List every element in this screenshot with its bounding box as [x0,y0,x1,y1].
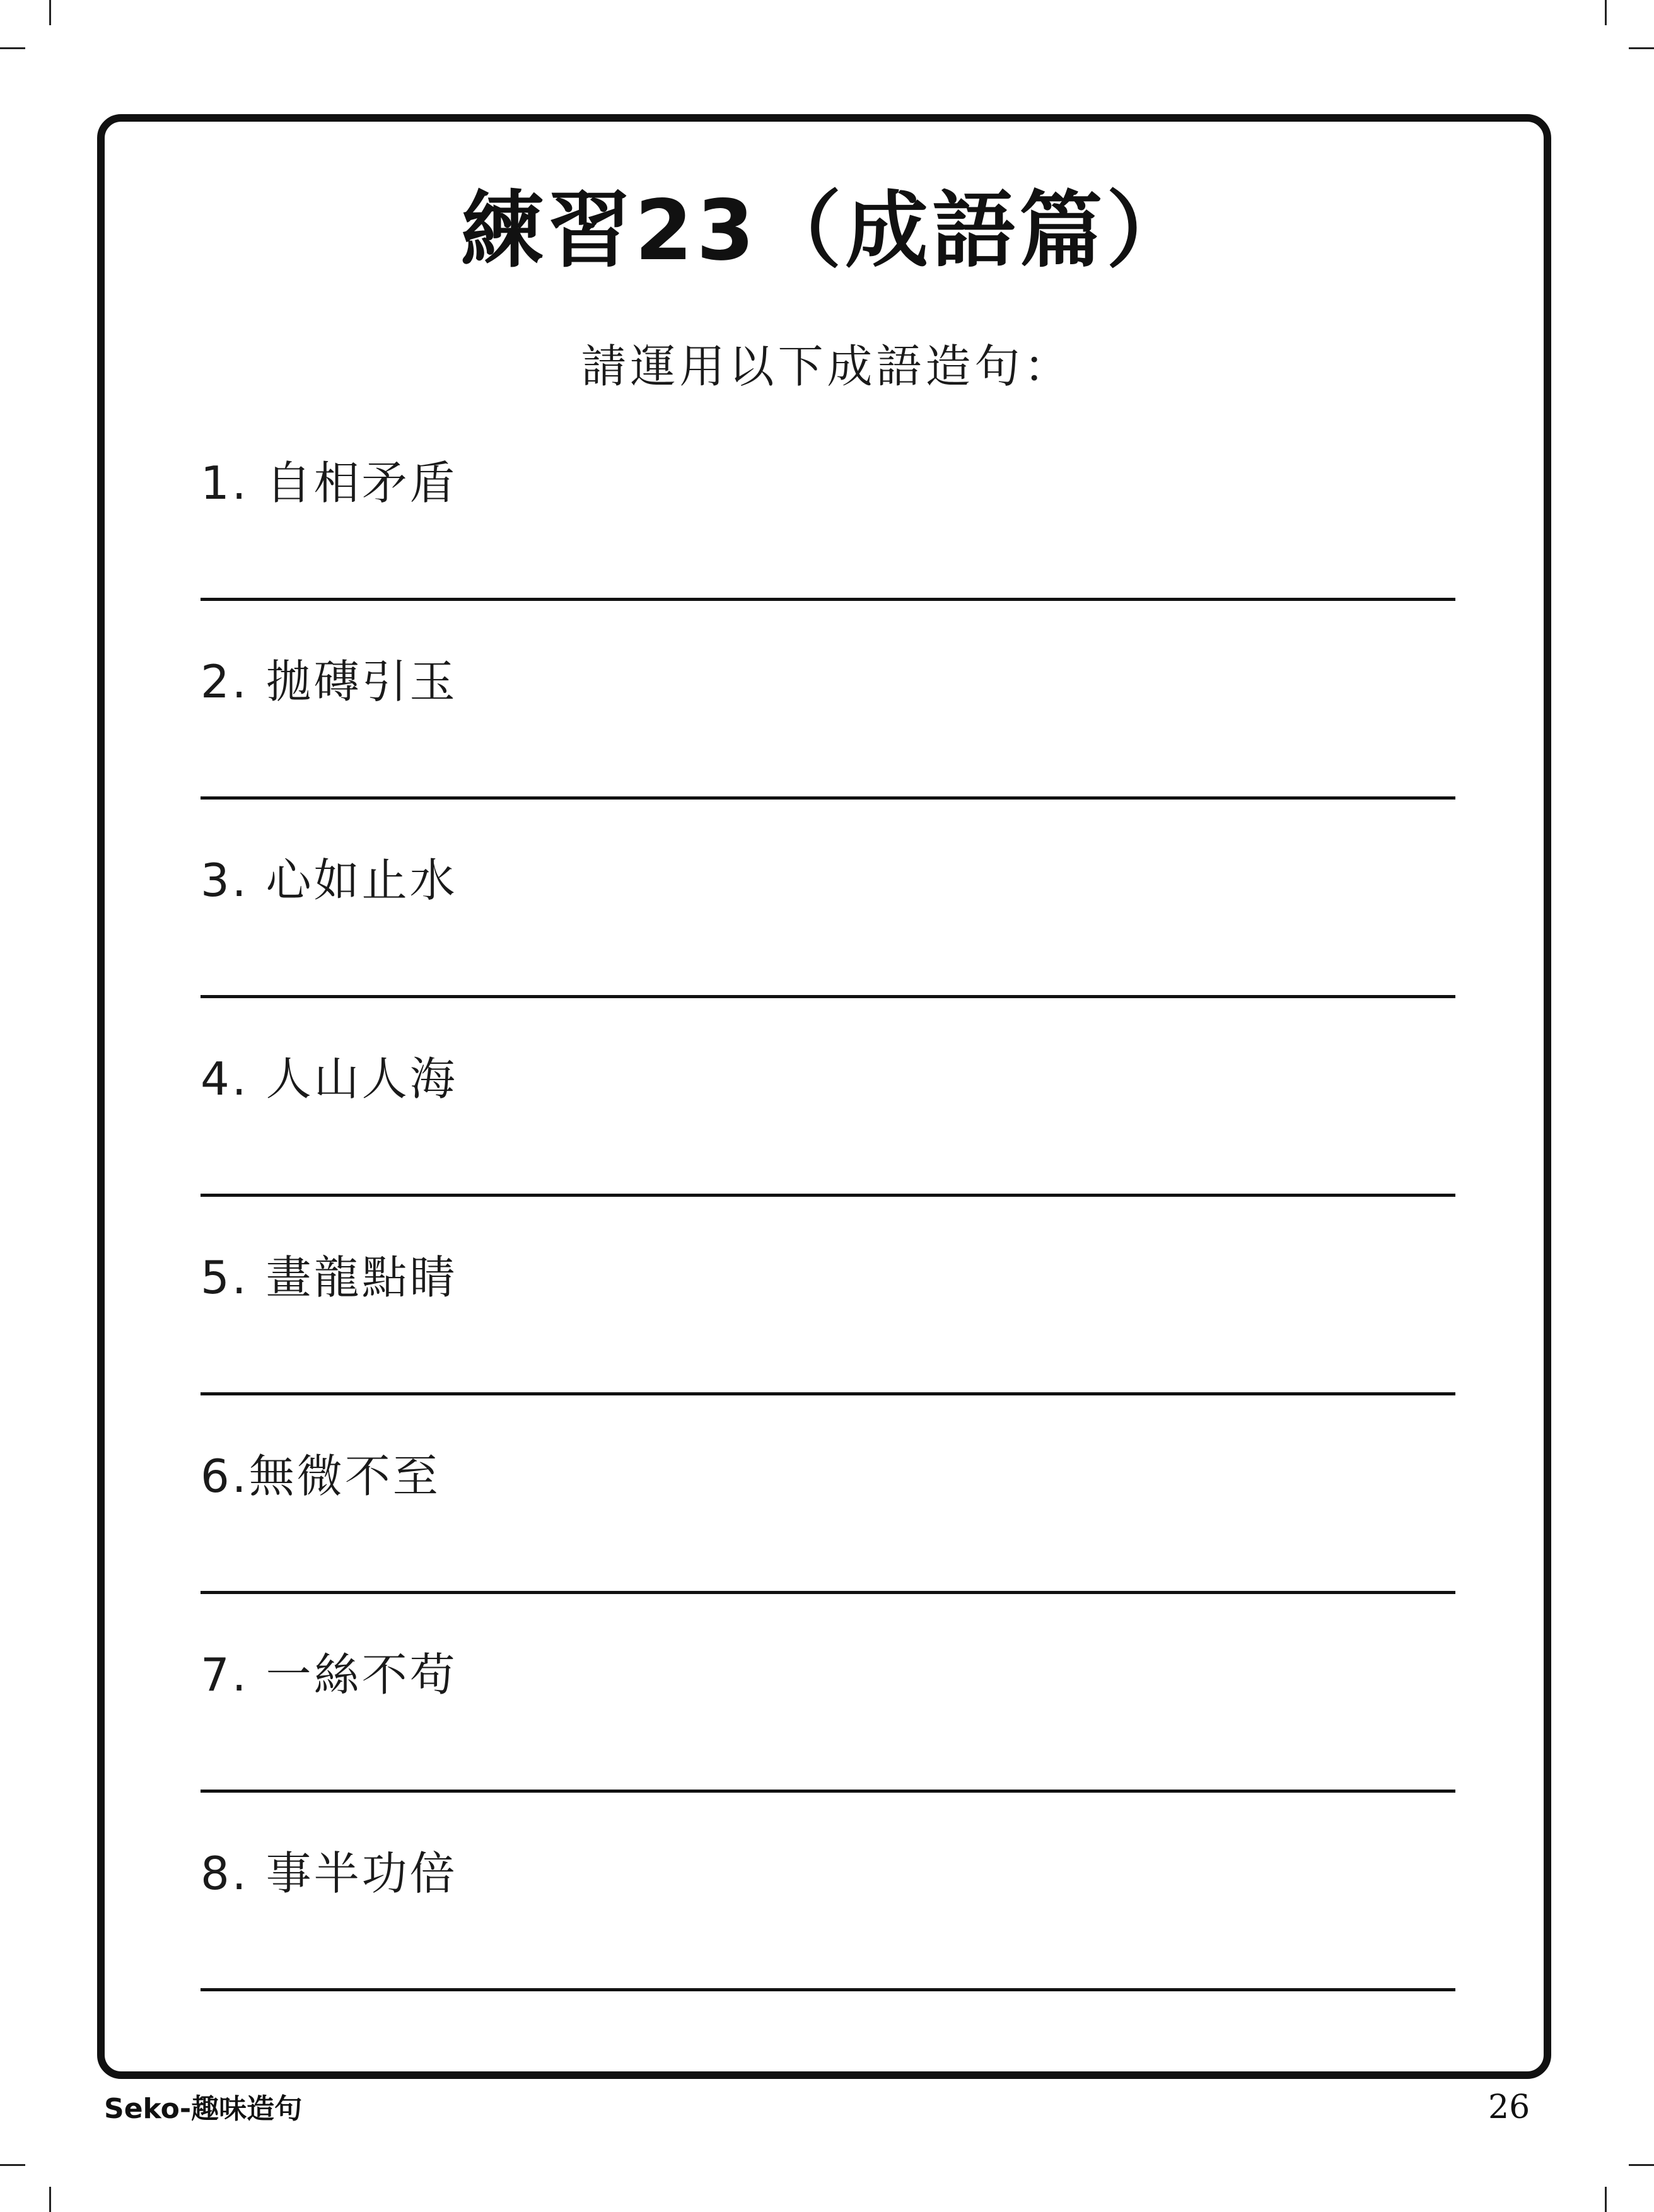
exercise-item [201,1251,1455,1412]
exercise-item [201,1847,1455,2008]
idiom-label: 5. 畫龍點睛 [201,1251,458,1304]
idiom-label: 7. 一絲不苟 [201,1648,458,1701]
footer-brand: Seko-趣味造句 [104,2093,303,2125]
crop-mark [1605,0,1607,25]
answer-line[interactable] [201,1194,1455,1197]
exercise-item [201,655,1455,817]
answer-line[interactable] [201,1392,1455,1395]
worksheet-instruction: 請運用以下成語造句： [581,340,1073,393]
idiom-label: 1. 自相矛盾 [201,457,458,509]
idiom-label: 2. 拋磚引玉 [201,655,458,708]
answer-line[interactable] [201,1988,1455,1991]
exercise-item [201,854,1455,1015]
page-number: 26 [1488,2088,1530,2126]
answer-line[interactable] [201,995,1455,998]
answer-line[interactable] [201,1591,1455,1594]
crop-mark [0,47,25,49]
exercise-item [201,1450,1455,1611]
crop-mark [49,0,51,25]
worksheet-title: 練習23（成語篇） [460,182,1194,279]
idiom-label: 3. 心如止水 [201,854,458,907]
idiom-label: 8. 事半功倍 [201,1847,458,1900]
answer-line[interactable] [201,1790,1455,1793]
crop-mark [0,2164,25,2166]
idiom-label: 4. 人山人海 [201,1052,458,1105]
exercise-item [201,1648,1455,1810]
answer-line[interactable] [201,598,1455,601]
crop-mark [49,2187,51,2212]
exercise-item [201,1052,1455,1214]
answer-line[interactable] [201,796,1455,800]
crop-mark [1629,47,1654,49]
idiom-label: 6.無微不至 [201,1450,441,1503]
crop-mark [1605,2187,1607,2212]
crop-mark [1629,2164,1654,2166]
exercise-item [201,457,1455,618]
